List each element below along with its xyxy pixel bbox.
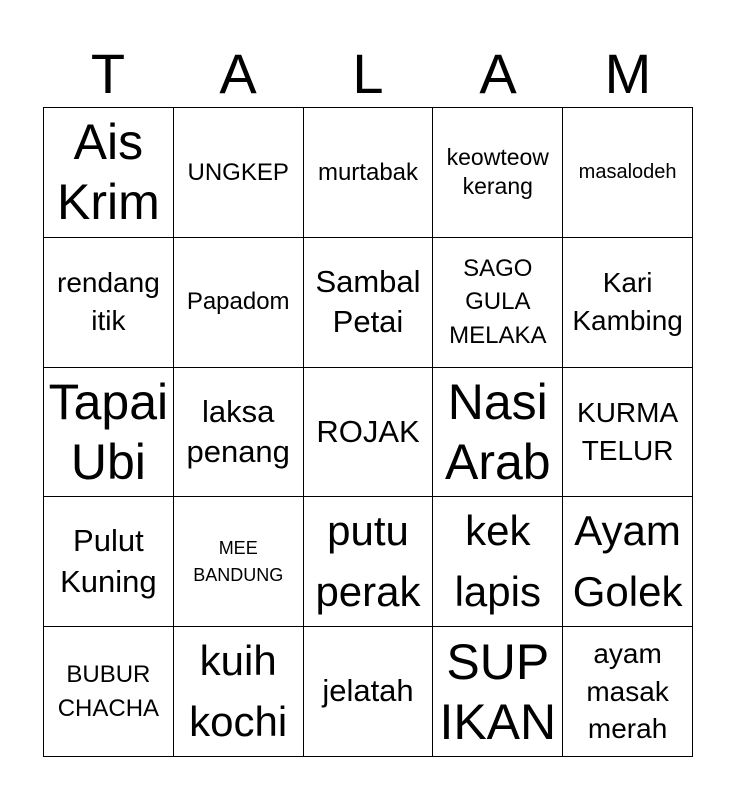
cell-label: kuih kochi — [189, 636, 288, 745]
bingo-cell[interactable] — [174, 368, 304, 498]
header-letter-4: A — [479, 42, 517, 105]
bingo-grid — [43, 107, 693, 757]
cell-label: Sambal Petai — [315, 263, 421, 340]
bingo-cell[interactable] — [304, 368, 434, 498]
cell-label: BUBUR CHACHA — [57, 661, 160, 722]
cell-label: murtabak — [317, 158, 419, 186]
bingo-cell[interactable] — [174, 497, 304, 627]
cell-label: ayam masak merah — [586, 637, 669, 745]
cell-label: jelatah — [322, 673, 414, 709]
cell-label: keowteow kerang — [446, 143, 549, 200]
cell-label: rendang itik — [57, 267, 160, 337]
cell-label: putu perak — [315, 506, 421, 615]
bingo-cell[interactable] — [174, 108, 304, 238]
cell-label: Nasi Arab — [444, 373, 551, 490]
cell-label: masalodeh — [578, 160, 677, 183]
cell-label: ROJAK — [316, 413, 420, 449]
bingo-cell[interactable] — [563, 368, 693, 498]
cell-label: laksa penang — [186, 393, 290, 469]
bingo-cell[interactable] — [563, 108, 693, 238]
cell-label: Ais Krim — [57, 114, 160, 231]
cell-label: KURMA TELUR — [577, 397, 679, 466]
bingo-cell[interactable] — [44, 497, 174, 627]
header-letter-5: M — [604, 42, 652, 105]
cell-label: SAGO GULA MELAKA — [449, 254, 547, 349]
cell-label: MEE BANDUNG — [193, 537, 284, 585]
bingo-cell[interactable] — [174, 238, 304, 368]
bingo-cell[interactable] — [44, 238, 174, 368]
bingo-cell[interactable] — [304, 108, 434, 238]
cell-label: kek lapis — [454, 506, 541, 615]
bingo-cell[interactable] — [433, 108, 563, 238]
bingo-cell[interactable] — [433, 497, 563, 627]
bingo-cell[interactable] — [174, 627, 304, 757]
bingo-cell[interactable] — [304, 627, 434, 757]
bingo-cell[interactable] — [563, 497, 693, 627]
bingo-cell[interactable] — [304, 497, 434, 627]
header-letter-3: L — [352, 42, 384, 105]
cell-label: Papadom — [186, 288, 290, 316]
cell-label: UNGKEP — [187, 158, 289, 186]
bingo-cell[interactable] — [433, 627, 563, 757]
bingo-header — [43, 40, 693, 108]
bingo-cell[interactable] — [563, 627, 693, 757]
bingo-cell[interactable] — [304, 238, 434, 368]
header-letter-2: A — [219, 42, 257, 105]
cell-label: SUP IKAN — [439, 633, 557, 750]
bingo-cell[interactable] — [44, 108, 174, 238]
bingo-cell[interactable] — [44, 627, 174, 757]
cell-label: Ayam Golek — [572, 506, 683, 615]
bingo-cell[interactable] — [563, 238, 693, 368]
cell-label: Pulut Kuning — [60, 523, 157, 599]
bingo-cell[interactable] — [433, 368, 563, 498]
cell-label: Kari Kambing — [572, 267, 683, 337]
header-letter-1: T — [90, 42, 126, 105]
cell-label: Tapai Ubi — [48, 373, 169, 490]
bingo-cell[interactable] — [433, 238, 563, 368]
bingo-cell[interactable] — [44, 368, 174, 498]
